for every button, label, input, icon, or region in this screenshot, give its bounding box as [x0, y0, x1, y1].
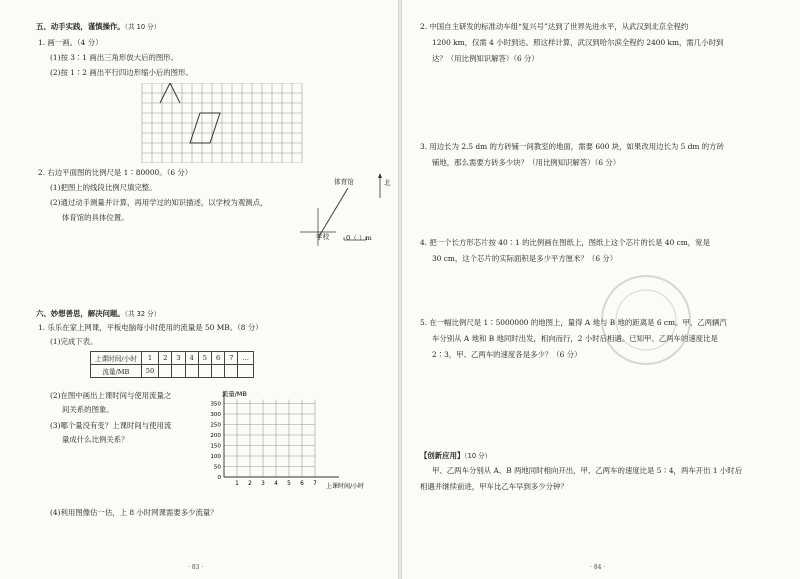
section5-heading: 五、动手实践，谨慎操作。 [36, 22, 125, 31]
q1a-text: (1)按 3∶1 画出三角形放大后的图形。 [50, 53, 179, 62]
table-input-cell[interactable] [198, 365, 211, 378]
map-gym-label: 体育馆 [334, 178, 354, 186]
rq3-line1: 3. 用边长为 2.5 dm 的方砖铺一间教室的地面，需要 600 块，如果改用边长为 5 dm 的方砖 [420, 142, 724, 151]
drawing-grid[interactable] [140, 83, 304, 163]
left-page [0, 0, 398, 579]
graph-y-tick: 350 [210, 401, 221, 408]
graph-y-tick: 50 [213, 464, 221, 471]
p1-text: 1. 乐乐在家上网课，平板电脑每小时使用的流量是 50 MB。（8 分） [38, 323, 263, 332]
graph-y-tick: 100 [210, 454, 221, 460]
parallelogram-shape [190, 113, 220, 143]
table-row [91, 365, 254, 378]
section5-score: （共 10 分） [124, 23, 161, 31]
graph-x-tick: 4 [274, 481, 278, 487]
section6-heading: 六、妙想善思，解决问题。 [36, 309, 125, 318]
watermark-stamp-icon [598, 272, 694, 368]
graph-ylabel: 流量/MB [222, 390, 247, 398]
innovation-score: （10 分） [464, 452, 492, 460]
graph-x-tick: 6 [300, 481, 304, 487]
flow-graph[interactable] [200, 387, 392, 499]
graph-x-tick: 5 [287, 481, 291, 487]
table-cell: 1 [141, 352, 158, 365]
innovation-heading: 【创新应用】 [420, 451, 465, 460]
north-arrow-icon [378, 173, 382, 178]
rq3-line2: 铺地，那么需要方砖多少块？（用比例知识解答）（6 分） [432, 158, 621, 167]
innovation-line2: 相遇并继续前进，甲车比乙车早到多少分钟？ [420, 482, 568, 491]
table-input-cell[interactable] [159, 365, 172, 378]
map-scale-label[interactable]: 0（ ）m [346, 234, 372, 242]
rq4-line2: 30 cm，这个芯片的实际面积是多少平方厘米？（6 分） [432, 254, 618, 263]
table-header: 上课时间/小时 [91, 352, 142, 365]
map-school-label: 学校 [316, 233, 330, 241]
table-cell: 2 [159, 352, 172, 365]
table-row [91, 352, 254, 365]
p1b-text2: 间关系的图象。 [62, 405, 114, 414]
table-cell: 6 [212, 352, 225, 365]
rq4-line1: 4. 把一个长方形芯片按 40∶1 的比例画在图纸上，图纸上这个芯片的长是 40 cm，宽是 [420, 238, 710, 247]
p1c-text1: (3)哪个量没有变？上课时间与使用流 [50, 421, 172, 430]
p1d-text: (4)利用图像估一估，上 8 小时网课需要多少流量？ [50, 508, 218, 517]
table-cell: 5 [198, 352, 211, 365]
table-input-cell[interactable] [212, 365, 225, 378]
table-header: 流量/MB [91, 365, 142, 378]
flow-table [90, 351, 254, 378]
graph-y-tick: 200 [210, 433, 221, 439]
p1b-text1: (2)在图中画出上课时间与使用流量之 [50, 391, 172, 400]
graph-x-tick: 7 [313, 481, 317, 487]
rq5-line2: 车分别从 A 地和 B 地同时出发，相向而行，2 小时后相遇。已知甲、乙两车的速度比是 [432, 334, 718, 343]
table-cell: … [238, 352, 254, 365]
rq2-line3: 达？（用比例知识解答）（6 分） [432, 54, 539, 63]
right-page-number: · 84 · [590, 564, 606, 571]
table-cell: 7 [225, 352, 238, 365]
section6-score: （共 32 分） [124, 310, 161, 318]
graph-y-tick: 0 [217, 475, 221, 481]
left-page-number: · 83 · [188, 564, 204, 571]
table-cell: 3 [172, 352, 185, 365]
rq2-line2: 1200 km，仅需 4 小时到达。照这样计算，武汉到哈尔滨全程约 2400 km，需几小时到 [432, 38, 724, 47]
innovation-title [420, 451, 491, 461]
section6-title [36, 309, 160, 319]
q2b-text1: (2)通过动手测量并计算，再用学过的知识描述，以学校为观测点， [50, 198, 268, 207]
graph-y-tick: 250 [210, 422, 221, 429]
rq5-line3: 2∶3，甲、乙两车的速度各是多少？（6 分） [432, 350, 582, 359]
q1-text: 1. 画一画。（4 分） [38, 38, 103, 47]
q2a-text: (1)把图上的线段比例尺填完整。 [50, 183, 157, 192]
graph-x-tick: 3 [261, 481, 265, 487]
q1b-text: (2)按 1∶2 画出平行四边形缩小后的图形。 [50, 68, 193, 77]
section5-title [36, 22, 160, 32]
rq5-line1: 5. 在一幅比例尺是 1∶5000000 的地图上，量得 A 地与 B 地的距离是 6 cm。甲、乙两辆汽 [420, 318, 727, 327]
table-input-cell[interactable] [225, 365, 238, 378]
graph-xlabel: 上课时间/小时 [326, 483, 365, 490]
graph-y-tick: 150 [210, 443, 221, 450]
table-input-cell[interactable] [185, 365, 198, 378]
map-north-label: 北 [384, 179, 391, 187]
graph-x-tick: 2 [248, 481, 252, 487]
p1a-text: (1)完成下表。 [50, 337, 98, 346]
table-cell: 4 [185, 352, 198, 365]
p1c-text2: 量成什么比例关系？ [62, 435, 129, 444]
graph-y-tick: 300 [210, 412, 221, 418]
graph-x-tick: 1 [235, 481, 239, 487]
rq2-line1: 2. 中国自主研发的标准动车组“复兴号”达到了世界先进水平，从武汉到北京全程约 [420, 22, 689, 31]
innovation-line1: 甲、乙两车分别从 A、B 两地同时相向开出，甲、乙两车的速度比是 5∶4，两车开出 1 小时后 [432, 466, 743, 475]
table-input-cell[interactable] [238, 365, 254, 378]
q2b-text2: 体育馆的具体位置。 [62, 213, 129, 222]
q2-text: 2. 右边平面图的比例尺是 1∶80000。（6 分） [38, 168, 193, 177]
table-cell: 50 [141, 365, 158, 378]
table-input-cell[interactable] [172, 365, 185, 378]
